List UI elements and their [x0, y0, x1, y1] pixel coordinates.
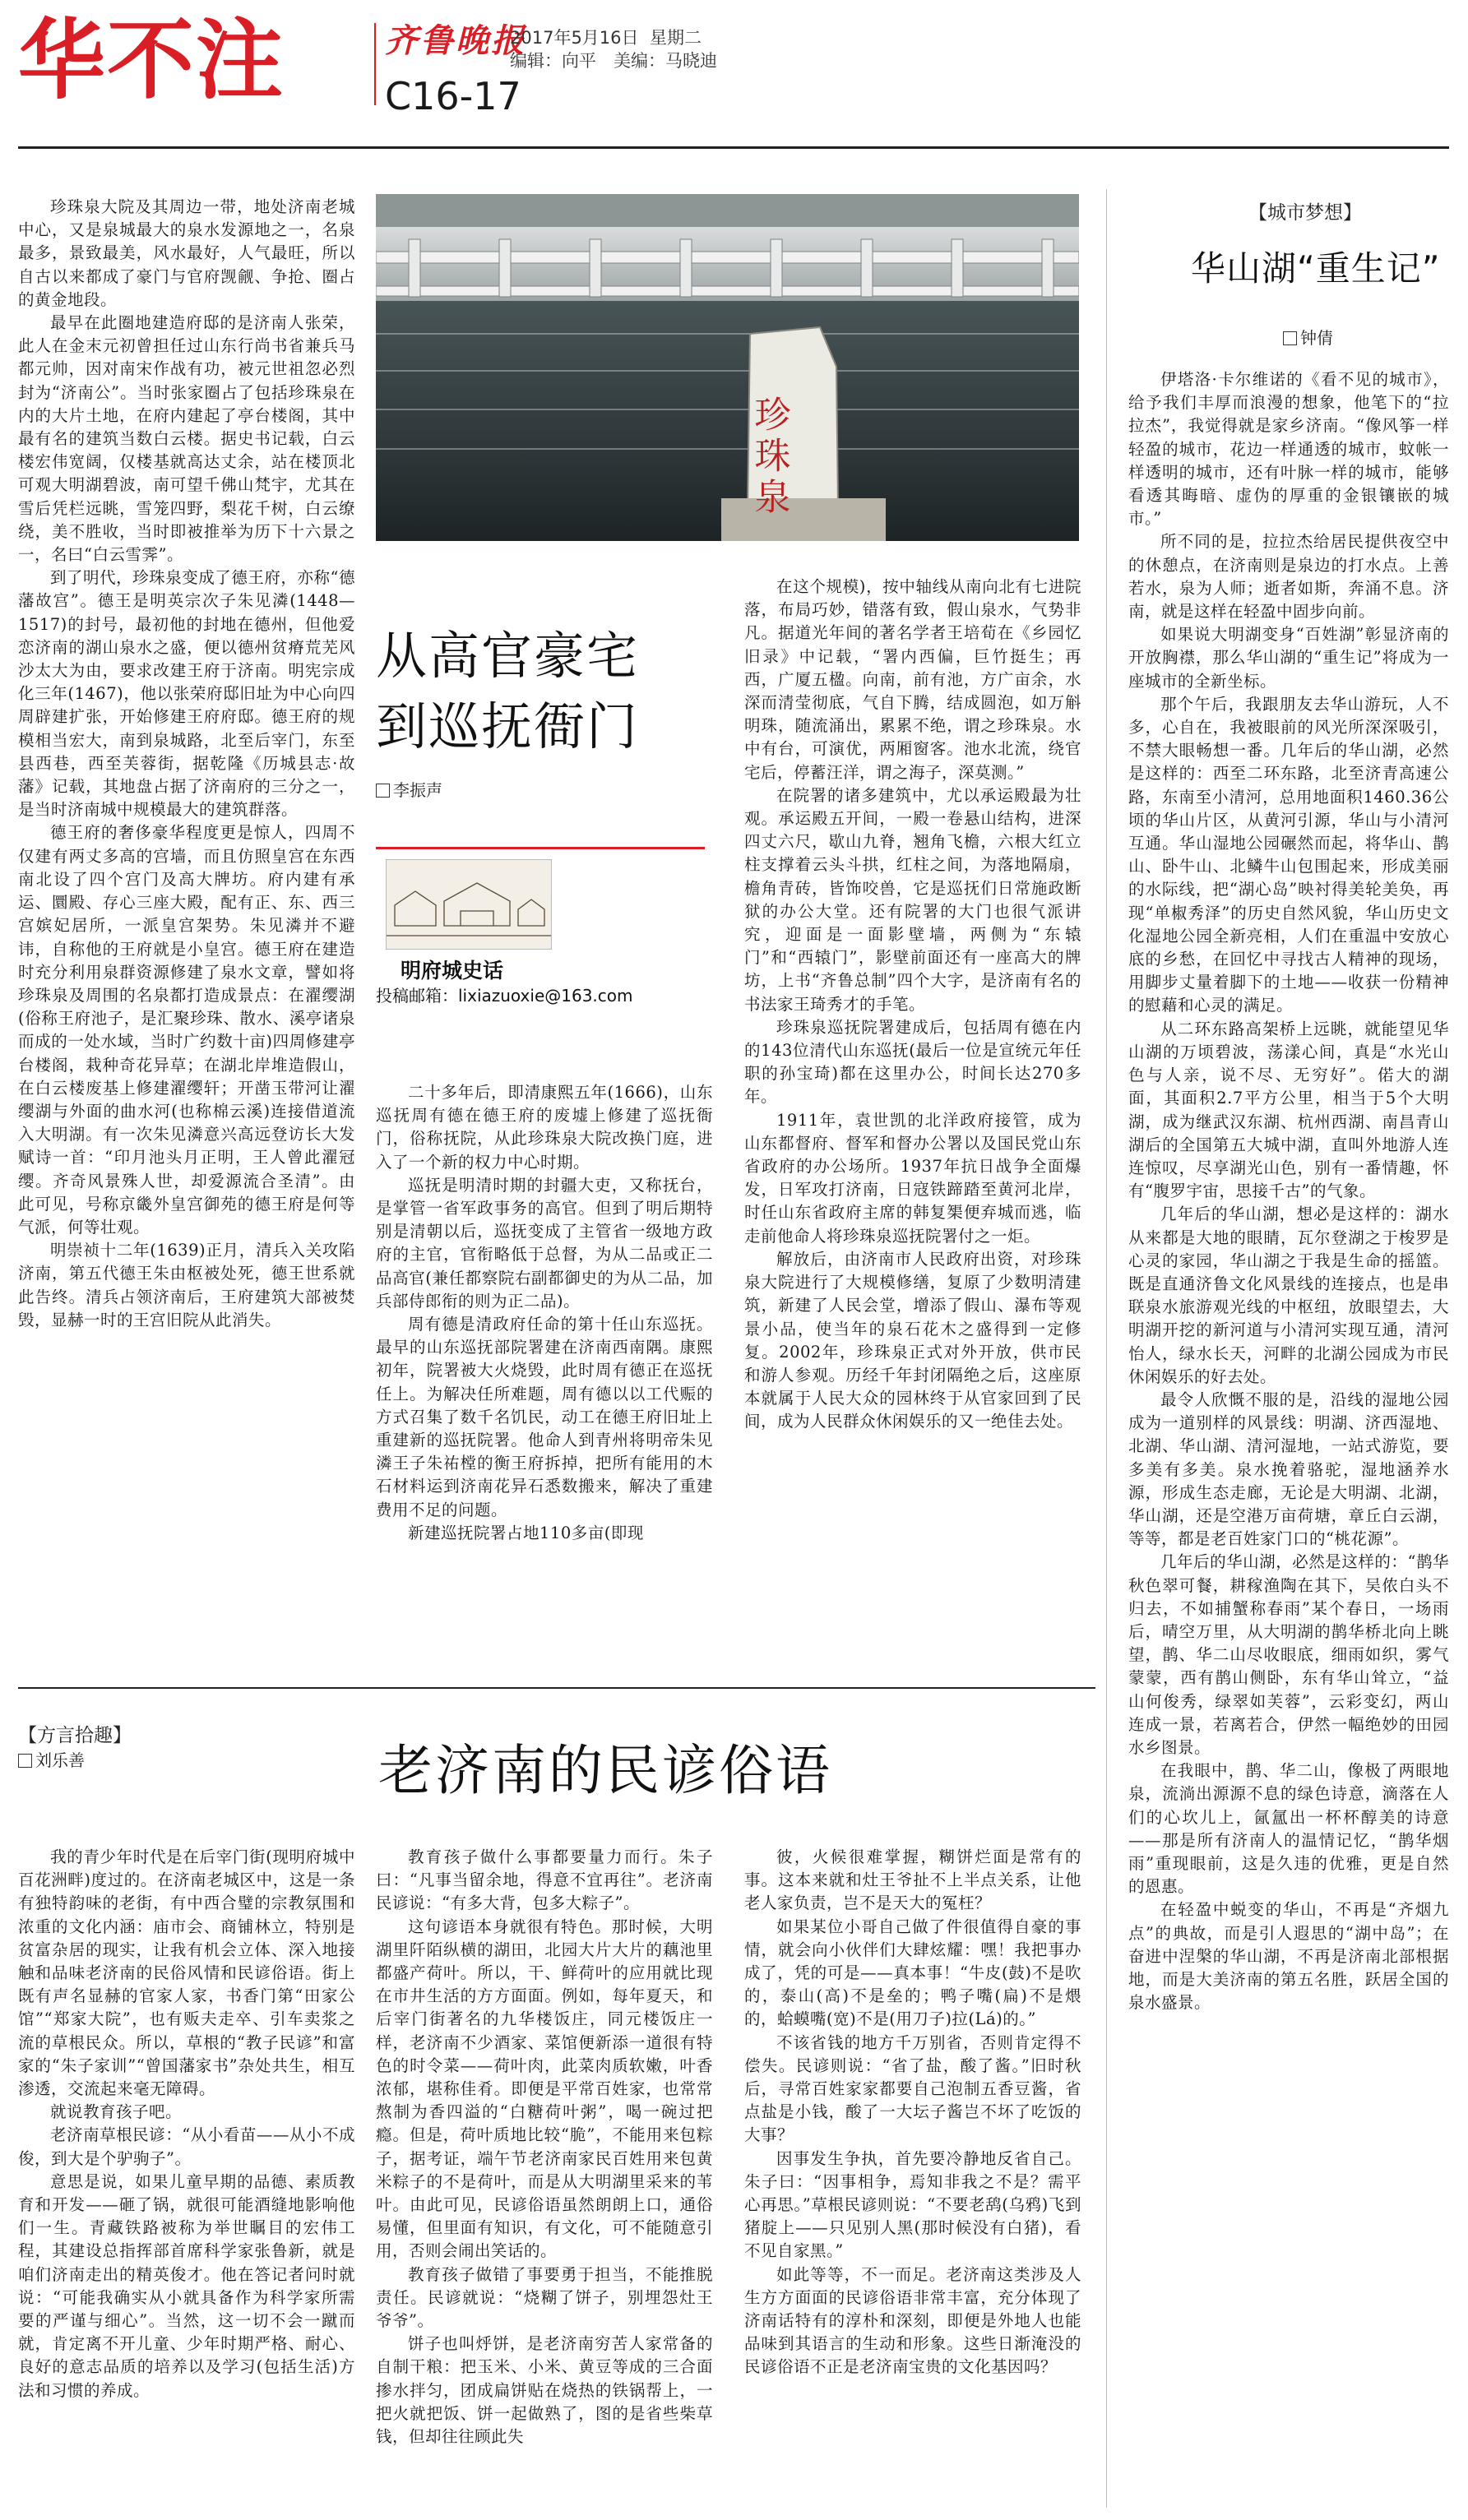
column-logo	[376, 847, 705, 1014]
paragraph: 教育孩子做错了事要勇于担当，不能推脱责任。民谚就说：“烧糊了饼子，别埋怨灶王爷爷”。	[376, 2264, 713, 2331]
article3-column-2	[376, 1846, 713, 2504]
column-divider	[1106, 189, 1107, 2508]
article3-byline	[18, 1747, 85, 1771]
paragraph: 在院署的诸多建筑中，尤以承运殿最为壮观。承运殿五开间，一殿一卷悬山结构，进深四丈六尺，歇山九脊，翘角飞檐，六根大红立柱支撑着云头斗拱，红柱之间，为落地隔扇，檐角青砖，皆饰咬兽，它是巡抚们日常施政断狱的办公大堂。还有院署的大门也很气派讲究，迎面是一面影壁墙，两侧为“东辕门”和“西辕门”，影壁前面还有一座高大的牌坊，上书“齐鲁总制”四个大字，是济南有名的书法家王琦秀才的手笔。	[744, 785, 1081, 1014]
paragraph: 最早在此圈地建造府邸的是济南人张荣，此人在金末元初曾担任过山东行尚书省兼兵马都元帅，因对南宋作战有功，被元世祖忽必烈封为“济南公”。当时张家圈占了包括珍珠泉在内的大片土地，在府内建起了亭台楼阁，其中最有名的建筑当数白云楼。据史书记载，白云楼宏伟宽阔，仅楼基就高达丈余，站在楼顶北可观大明湖碧波，南可望千佛山梵宇，尤其在雪后凭栏远眺，雪笼四野，梨花千树，白云缭绕，美不胜收，当时即被推举为历下十六景之一，名曰“白云雪霁”。	[18, 313, 355, 565]
section-rule	[18, 1687, 1095, 1689]
paragraph: 珍珠泉巡抚院署建成后，包括周有德在内的143位清代山东巡抚(最后一位是宣统元年任职的孙宝琦)都在这里办公，时间长达270多年。	[744, 1017, 1081, 1107]
paragraph: 老济南草根民谚：“从小看苗——从小不成俊，到大是个驴驹子”。	[18, 2125, 355, 2168]
article3-headline: 老济南的民谚俗语	[378, 1739, 832, 1802]
paragraph: 教育孩子做什么事都要量力而行。朱子曰：“凡事当留余地，得意不宜再往”。老济南民谚说：“有多大背，包多大粽子”。	[376, 1847, 713, 1913]
paragraph: 德王府的奢侈豪华程度更是惊人，四周不仅建有两丈多高的宫墙，而且仿照皇宫在东西南北设了四个宫门及高大牌坊。府内建有承运、圜殿、存心三座大殿，配有正、东、西三宫嫔妃居所，一派皇宫架势。朱见潾并不避讳，自称他的王府就是小皇宫。德王府在建造时充分利用泉群资源修建了泉水文章，譬如将珍珠泉及周围的名泉都打造成景点：在濯缨湖(俗称王府池子，是汇聚珍珠、散水、溪亭诸泉而成的一处水域，当时广约数十亩)四周修建亭台楼阁，栽种奇花异草；在湖北岸堆造假山，在白云楼废基上修建濯缨轩；开凿玉带河让濯缨湖与外面的曲水河(也称棉云溪)连接借道流入大明湖。有一次朱见潾意兴高远登访长大发赋诗一首：“印月池头月正明，王人曾此濯冠缨。齐奇风景殊人世，却爱源流合圣清”。由此可见，号称京畿外皇宫御苑的德王府是何等气派，何等壮观。	[18, 823, 355, 1237]
article3-column-3	[744, 1846, 1081, 2504]
paragraph: 在这个规模)，按中轴线从南向北有七进院落，布局巧妙，错落有致，假山泉水，气势非凡。据道光年间的著名学者王培荀在《乡园忆旧录》中记载，“署内西偏，巨竹挺生；再西，广厦五楹。向南，前有池，方广亩余，水深而清莹彻底，气自下腾，结成圆泡，如万斛明珠，随流涌出，累累不绝，谓之珍珠泉。水中有台，可演优，两厢窗客。池水北流，绕官宅后，停蓄汪洋，谓之海子，深莫测。”	[744, 577, 1081, 782]
masthead-divider	[374, 23, 376, 105]
editor-credits: 编辑：向平 美编：马晓迪	[510, 51, 717, 71]
paragraph: 明崇祯十二年(1639)正月，清兵入关攻陷济南，第五代德王朱由枢被处死，德王世系就此告终。清兵占领济南后，王府建筑大部被焚毁，显赫一时的王宫旧院从此消失。	[18, 1241, 355, 1329]
paragraph: 新建巡抚院署占地110多亩(即现	[408, 1523, 644, 1542]
author-name: 钟倩	[1300, 328, 1333, 348]
paragraph: 在我眼中，鹊、华二山，像极了两眼地泉，流淌出源源不息的绿色诗意，滴落在人们的心坎儿上，氤氲出一杯杯醇美的诗意——那是所有济南人的温情记忆，“鹊华烟雨”重现眼前，这是久违的优雅，更是自然的恩惠。	[1128, 1761, 1449, 1897]
paragraph: 几年后的华山湖，必然是这样的：“鹊华秋色翠可餐，耕稼渔陶在其下，吴侬白头不归去，不如捕蟹称春雨”某个春日，一场雨后，晴空万里，从大明湖的鹊华桥北向上眺望，鹊、华二山尽收眼底，细雨如织，雾气蒙蒙，西有鹊山侧卧，东有华山耸立，“益山何俊秀，绿翠如芙蓉”，云彩变幻，两山连成一景，若离若合，伊然一幅绝妙的田园水乡图景。	[1128, 1552, 1449, 1757]
paragraph: 最令人欣慨不服的是，沿线的湿地公园成为一道别样的风景线：明湖、济西湿地、北湖、华山湖、清河湿地，一站式游览，要多美有多美。泉水挽着骆驼，湿地涵养水源，形成生态走廊，无论是大明湖、北湖，华山湖，还是空港万亩荷塘，章丘白云湖，等等，都是老百姓家门口的“桃花源”。	[1128, 1389, 1449, 1549]
paragraph: 周有德是清政府任命的第十任山东巡抚。最早的山东巡抚部院署建在济南西南隅。康熙初年，院署被大火烧毁，此时周有德正在巡抚任上。为解决任所难题，周有德以以工代赈的方式召集了数千名饥民，动工在德王府旧址上重建新的巡抚院署。他命人到青州将明帝朱见潾王子朱祐樘的衡王府拆掉，把所有能用的木石材料运到济南花异石悉数搬来，解决了重建费用不足的问题。	[376, 1315, 713, 1519]
article1-byline	[376, 777, 442, 801]
article2-byline	[1283, 325, 1333, 349]
paragraph: 因事发生争执，首先要冷静地反省自己。朱子曰：“因事相争，焉知非我之不是？需平心再思。”草根民谚则说：“不要老鸹(乌鸦)飞到猪腚上——只见别人黑(那时候没有白猪)，看不见自家黑。”	[744, 2148, 1081, 2261]
paragraph: 这句谚语本身就很有特色。那时候，大明湖里阡陌纵横的湖田，北园大片大片的藕池里都盛产荷叶。所以，干、鲜荷叶的应用就比现在市井生活的方方面面。例如，每年夏天，和后宰门街著名的九华楼饭庄，同元楼饭庄一样，老济南不少酒家、菜馆便新添一道很有特色的时令菜——荷叶肉，此菜肉质软嫩，叶香浓郁，堪称佳肴。即便是平常百姓家，也常常熬制为香四溢的“白糖荷叶粥”，喝一碗过把瘾。但是，荷叶质地比较“脆”，不能用来包粽子，据考证，端午节老济南家民百姓用来包黄米粽子的不是荷叶，而是从大明湖里采来的苇叶。由此可见，民谚俗语虽然朗朗上口，通俗易懂，但里面有知识，有文化，可不能随意引用，否则会闹出笑话的。	[376, 1917, 713, 2261]
paragraph: 珍珠泉大院及其周边一带，地处济南老城中心，又是泉城最大的泉水发源地之一，名泉最多，景致最美，风水最好，人气最旺，所以自古以来都成了豪门与官府觊觎、争抢、圈占的黄金地段。	[18, 197, 355, 309]
issue-weekday: 星期二	[650, 28, 702, 48]
paragraph: 从二环东路高架桥上远眺，就能望见华山湖的万顷碧波，荡漾心间，真是“水光山色与人亲，说不尽、无穷好”。偌大的湖面，其面积2.7平方公里，相当于5个大明湖，成为继武汉东湖、杭州西湖、南昌青山湖后的全国第五大城中湖，直叫外地游人连连惊叹，尽享湖光山色，别有一番情趣，怀有“腹罗宇宙，思接千古”的气象。	[1128, 1019, 1449, 1201]
paragraph: 饼子也叫烀饼，是老济南穷苦人家常备的自制干粮：把玉米、小米、黄豆等成的三合面掺水拌匀，团成扁饼贴在烧热的铁锅帮上，一把火就把饭、饼一起做熟了，图的是省些柴草钱，但却往往顾此失	[376, 2334, 713, 2447]
byline-box-icon	[1283, 331, 1297, 345]
zhenzhu-spring-photo	[376, 194, 1079, 541]
paragraph: 我的青少年时代是在后宰门街(现明府城中百花洲畔)度过的。在济南老城区中，这是一条有独特韵味的老街，有中西合璧的宗教氛围和浓重的文化内涵：庙市会、商铺林立，特别是贫富杂居的现实，让我有机会立体、深入地接触和品味老济南的民俗风情和民谚俗语。街上既有声名显赫的官家人家，书香门第“田家公馆”“郑家大院”，也有贩夫走卒、引车卖浆之流的草根民众。所以，草根的“教子民谚”和富家的“朱子家训”“曾国藩家书”杂处共生，相互渗透，交流起来毫无障碍。	[18, 1847, 355, 2099]
masthead-rule	[18, 146, 1449, 149]
headline-line: 从高官豪宅	[376, 626, 640, 686]
author-name: 刘乐善	[35, 1750, 85, 1770]
paragraph: 所不同的是，拉拉杰给居民提供夜空中的休憩点，在济南则是泉边的打水点。上善若水，泉为人师；逝者如斯，奔涌不息。济南，就是这样在轻盈中固步向前。	[1128, 532, 1449, 622]
paragraph: 伊塔洛·卡尔维诺的《看不见的城市》，给予我们丰厚而浪漫的想象，他笔下的“拉拉杰”，我觉得就是家乡济南。“像风筝一样轻盈的城市，花边一样通透的城市，蚊帐一样透明的城市，还有叶脉一样的城市，能够看透其晦暗、虚伪的厚重的金银镶嵌的城市。”	[1128, 370, 1449, 529]
paragraph: 意思是说，如果儿童早期的品德、素质教育和开发——砸了锅，就很可能酒缝地影响他们一生。青藏铁路被称为举世瞩目的宏伟工程，其建设总指挥部首席科学家张鲁新，就是咱们济南走出的精英俊才。他在答记者问时就说：“可能我确实从小就具备作为科学家所需要的严谨与细心”。当然，这一切不会一蹴而就，肯定离不开儿童、少年时期严格、耐心、良好的意志品质的培养以及学习(包括生活)方法和习惯的养成。	[18, 2171, 355, 2400]
stone-inscription: 珍珠泉	[748, 395, 790, 519]
article1-column-2	[376, 1081, 713, 1673]
article1-headline	[376, 621, 705, 762]
issue-date: 2017年5月16日	[510, 28, 639, 48]
paper-logo: 齐鲁晚报	[385, 21, 526, 60]
paragraph: 如果说大明湖变身“百姓湖”彰显济南的开放胸襟，那么华山湖的“重生记”将成为一座城市的全新坐标。	[1128, 625, 1449, 691]
article1-column-3	[744, 576, 1081, 1673]
section-title: 华不注	[18, 10, 285, 111]
article3-column-1	[18, 1846, 355, 2504]
paragraph: 巡抚是明清时期的封疆大吏，又称抚台，是掌管一省军政事务的高官。但到了明后期特别是清朝以后，巡抚变成了主管省一级地方政府的主官，官衔略低于总督，为从二品或正二品高官(兼任都察院右副都御史的为从二品，加兵部侍郎衔的则为正二品)。	[376, 1175, 713, 1311]
author-name: 李振声	[393, 780, 442, 800]
paragraph: 那个午后，我跟朋友去华山游玩，人不多，心自在，我被眼前的风光所深深吸引，不禁大眼畅想一番。几年后的华山湖，必然是这样的：西至二环东路，北至济青高速公路，东南至小清河，总用地面积1460.36公顷的华山片区，从黄河引源，华山与小清河互通。华山湿地公园碾然而起，将华山、鹊山、卧牛山、北鳞牛山包围起来，形成美丽的水际线，把“湖心岛”映衬得美轮美奂，再现“单椒秀泽”的历史自然风貌，华山历史文化湿地公园全新亮相，人们在重温中安放心底的乡愁，在回忆中寻找古人精神的现场，用脚步丈量着脚下的土地——收获一份精神的慰藉和心灵的满足。	[1128, 694, 1449, 1015]
paragraph: 解放后，由济南市人民政府出资，对珍珠泉大院进行了大规模修缮，复原了少数明清建筑，新建了人民会堂，增添了假山、瀑布等观景小品，使当年的泉石花木之盛得到一定修复。2002年，珍珠泉正式对外开放，供市民和游人参观。历经千年封闭隔绝之后，这座原本就属于人民大众的园林终于从官家回到了民间，成为人民群众休闲娱乐的又一绝佳去处。	[744, 1249, 1081, 1431]
article2-headline: 华山湖“重生记”	[1191, 248, 1441, 289]
paragraph: 二十多年后，即清康熙五年(1666)，山东巡抚周有德在德王府的废墟上修建了巡抚衙门，俗称抚院，从此珍珠泉大院改换门庭，进入了一个新的权力中心时期。	[376, 1083, 713, 1172]
city-sketch-icon	[387, 860, 551, 949]
column-name: 明府城史话	[401, 959, 504, 983]
paragraph: 1911年，袁世凯的北洋政府接管，成为山东都督府、督军和督办公署以及国民党山东省政府的办公场所。1937年抗日战争全面爆发，日军攻打济南，日寇铁蹄踏至黄河北岸，时任山东省政府主席的韩复榘便弃城而逃，临走前他命人将珍珠泉巡抚院署付之一炬。	[744, 1110, 1081, 1246]
paragraph: 如果某位小哥自己做了件很值得自豪的事情，就会向小伙伴们大肆炫耀：嘿！我把事办成了，凭的可是——真本事！“牛皮(鼓)不是吹的，泰山(高)不是垒的；鸭子嘴(扁)不是煨的，蛤蟆嘴(宽)不是(用刀子)拉(Lá)的。”	[744, 1917, 1081, 2029]
article2-body	[1128, 368, 1449, 2506]
paragraph: 如此等等，不一而足。老济南这类涉及人生方方面面的民谚俗语非常丰富，充分体现了济南话特有的淳朴和深刻，即便是外地人也能品味到其语言的生动和形象。这些日渐淹没的民谚俗语不正是老济南宝贵的文化基因吗？	[744, 2264, 1081, 2377]
page-number: C16-17	[385, 74, 521, 118]
headline-line: 到巡抚衙门	[376, 696, 640, 756]
article1-column-1	[18, 196, 355, 1659]
paragraph: 彼，火候很难掌握，糊饼烂面是常有的事。这本来就和灶王爷扯不上半点关系，让他老人家负责，岂不是天大的冤枉？	[744, 1847, 1081, 1913]
byline-box-icon	[376, 784, 390, 798]
paragraph: 不该省钱的地方千万别省，否则肯定得不偿失。民谚则说：“省了盐，酸了酱。”旧时秋后，寻常百姓家家都要自己泡制五香豆酱，省点盐是小钱，酸了一大坛子酱岂不坏了吃饭的大事？	[744, 2032, 1081, 2145]
submission-email[interactable]: 投稿邮箱：lixiazuoxie@163.com	[376, 986, 633, 1006]
sketch-illustration	[386, 859, 552, 950]
article3-section-tag: 【方言拾趣】	[18, 1725, 132, 1746]
photo-illustration	[376, 194, 1079, 541]
paragraph: 到了明代，珍珠泉变成了德王府，亦称“德藩故宫”。德王是明英宗次子朱见潾(1448—1517)的封号，最初他的封地在德州，但他爱恋济南的湖山泉水之盛，便以德州贫瘠荒芜风沙太大为由，要求改建王府于济南。明宪宗成化三年(1467)，他以张荣府邸旧址为中心向四周辟建扩张，开始修建王府府邸。德王府的规模相当宏大，南到泉城路，北至后宰门，东至县西巷，西至芙蓉街，据乾隆《历城县志·故藩》记载，其地盘占据了济南府的三分之一，是当时济南城中规模最大的建筑群落。	[18, 568, 355, 820]
paragraph: 在轻盈中蜕变的华山，不再是“齐烟九点”的典故，而是引人遐思的“湖中岛”；在奋进中涅槃的华山湖，不再是济南北部根据地，而是大美济南的第五名胜，跃居全国的泉水盛景。	[1128, 1900, 1449, 2013]
article2-section-tag: 【城市梦想】	[1248, 202, 1362, 224]
byline-box-icon	[18, 1754, 32, 1768]
paragraph: 几年后的华山湖，想必是这样的：湖水从来都是大地的眼睛，瓦尔登湖之于梭罗是心灵的家园，华山湖之于我是生命的摇篮。既是直通济鲁文化风景线的连接点，也是串联泉水旅游观光线的中枢纽，放眼望去，大明湖开挖的新河道与小清河实现互通，清河怡人，绿水长天，河畔的北湖公园成为市民休闲娱乐的好去处。	[1128, 1205, 1449, 1386]
paragraph: 就说教育孩子吧。	[50, 2102, 183, 2122]
